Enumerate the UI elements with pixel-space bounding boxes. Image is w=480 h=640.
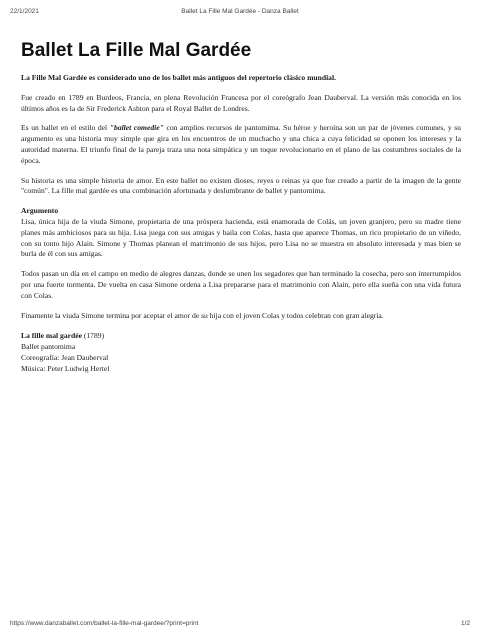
print-footer [10, 620, 470, 630]
argumento-section [21, 206, 461, 260]
credits-type: Ballet pantomima [21, 342, 76, 352]
paragraph-style [21, 123, 461, 166]
credits-music: Música: Peter Ludwig Hertel [21, 364, 110, 374]
paragraph-love-story: Su historia es una simple historia de amor. En este ballet no existen dioses, reyes o reinas ya que fue creado a partir de la imagen de la gente "común". La fille mal gardée es una combinación afortunada y deslumbrante de ballet y pantomima. [21, 175, 461, 196]
credits-block [21, 330, 461, 374]
print-header [10, 8, 470, 18]
argumento-heading: Argumento [21, 206, 59, 216]
paragraph-countryside: Todos pasan un día en el campo en medio de alegres danzas, donde se unen los segadores que han terminado la cosecha, pero son interrumpidos por una fuerte tormenta. De vuelta en casa Simone ordena a Lisa prepararse para el matrimonio con Alain, pero ella sueña con una vida futura con Colas. [21, 269, 461, 300]
print-date: 22/1/2021 [10, 8, 39, 15]
print-url: https://www.danzaballet.com/ballet-la-fille-mal-gardee/?print=print [10, 620, 199, 627]
paragraph-style-rest: con amplios recursos de pantomima. Su héroe y heroína son un par de jóvenes comunes, y su argumento es una historia muy simple que gira en los encuentros de un muchacho y una chica a cuya felicidad se oponen los intereses y la autoridad materna. El triunfo final de la pareja traza una nota simpática y un toque revolucionario en el plano de las costumbres sociales de la época. [21, 123, 461, 165]
credits-work-title: La fille mal gardée [21, 331, 82, 341]
page-number: 1/2 [460, 620, 470, 627]
print-page-title: Ballet La Fille Mal Gardée - Danza Ballet [181, 8, 299, 15]
article-lead: La Fille Mal Gardée es considerado uno de los ballet más antiguos del repertorio clásico mundial. [21, 73, 336, 82]
credits-year: (1789) [81, 331, 105, 341]
paragraph-style-start: Es un ballet en el estilo del [21, 123, 110, 133]
argumento-text: Lisa, única hija de la viuda Simone, propietaria de una próspera hacienda, está enamorada de Colás, un joven granjero, pero su madre tiene planes más ambiciosos para su hija. Lisa juega con sus amigas y baila con Colas, hasta que aparece Thomas, un rico propietario de un viñedo, con su tonto hijo Alain. Simone y Thomas planean el matrimonio de sus hijos, pero Lisa no se muestra en absoluto interesada y mas bien se burla de él con sus amigas. [21, 216, 461, 259]
article [21, 40, 461, 374]
article-title: Ballet La Fille Mal Gardée [21, 40, 252, 61]
ballet-comedie-emphasis: "ballet comedie" [109, 123, 164, 133]
paragraph-ending: Finamente la viuda Simone termina por aceptar el amor de su hija con el joven Colas y todos celebran con gran alegría. [21, 310, 384, 320]
credits-title-line [21, 330, 461, 341]
credits-choreography: Coreografía: Jean Dauberval [21, 353, 109, 363]
paragraph-history: Fue creado en 1789 en Burdeos, Francia, en plena Revolución Francesa por el coreógrafo Jean Dauberval. La versión más conocida en los últimos años es la de Sir Frederick Ashton para el Royal Ballet de Londres. [21, 92, 461, 113]
